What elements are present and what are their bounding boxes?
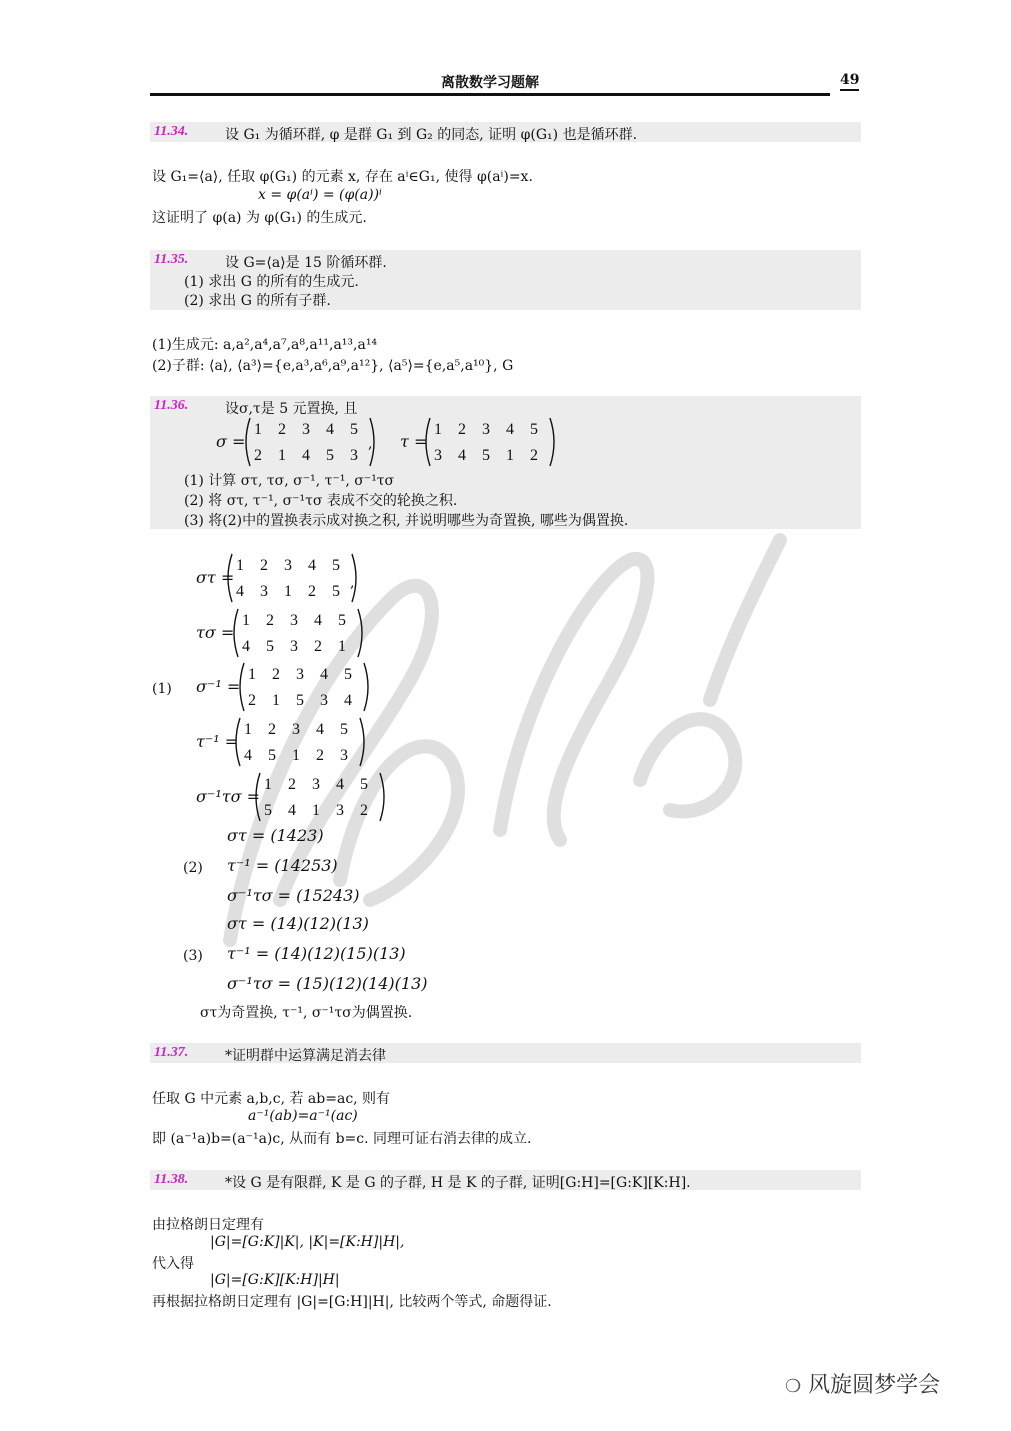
matrix-entry: 5: [338, 612, 346, 629]
page-number: 49: [840, 72, 859, 91]
matrix-entry: 1: [248, 666, 256, 683]
matrix-entry: 4: [236, 583, 244, 600]
left-paren: [426, 418, 430, 466]
question-11-37-box: [150, 1043, 861, 1063]
left-paren: [256, 773, 260, 821]
cycle-result: σ⁻¹τσ = (15243): [227, 886, 360, 905]
tau-sigma-matrix: [230, 607, 366, 663]
answer-equation: |G|=[G:K][K:H]|H|: [210, 1272, 340, 1288]
answer-line: (1)生成元: a,a²,a⁴,a⁷,a⁸,a¹¹,a¹³,a¹⁴: [152, 337, 378, 353]
matrix-svg: [232, 716, 368, 768]
matrix-entry: 4: [308, 557, 316, 574]
matrix-entry: 2: [254, 447, 262, 464]
result-lhs: τσ =: [196, 623, 235, 642]
cycle-result: τ⁻¹ = (14253): [227, 856, 338, 875]
matrix-entry: 1: [506, 447, 514, 464]
question-part: (3) 将(2)中的置换表示成对换之积, 并说明哪些为奇置换, 哪些为偶置换.: [184, 513, 629, 529]
answer-line: 这证明了 φ(a) 为 φ(G₁) 的生成元.: [152, 210, 367, 226]
answer-equation: |G|=[G:K]|K|, |K|=[K:H]|H|,: [210, 1234, 405, 1250]
matrix-entry: 5: [344, 666, 352, 683]
conclusion: στ为奇置换, τ⁻¹, σ⁻¹τσ为偶置换.: [200, 1005, 413, 1021]
matrix-entry: 4: [316, 721, 324, 738]
answer-line: (2)子群: ⟨a⟩, ⟨a³⟩={e,a³,a⁶,a⁹,a¹²}, ⟨a⁵⟩={e,a⁵,a¹⁰}, G: [152, 358, 514, 374]
transposition-result: στ = (14)(12)(13): [227, 914, 369, 933]
tau-matrix: [422, 416, 558, 472]
matrix-entry: 2: [308, 583, 316, 600]
matrix-entry: 5: [340, 721, 348, 738]
answer-line: 代入得: [152, 1256, 194, 1272]
wechat-logo: [785, 1368, 940, 1399]
matrix-entry: 2: [458, 421, 466, 438]
matrix-entry: 2: [260, 557, 268, 574]
matrix-entry: 3: [482, 421, 490, 438]
matrix-entry: 1: [278, 447, 286, 464]
question-number: 11.35.: [154, 252, 189, 267]
matrix-entry: 2: [266, 612, 274, 629]
question-11-35-box: [150, 250, 861, 310]
separator-comma: ,: [368, 436, 373, 452]
matrix-svg: [252, 771, 388, 823]
matrix-entry: 2: [248, 692, 256, 709]
matrix-entry: 1: [254, 421, 262, 438]
result-lhs: στ =: [196, 568, 235, 587]
sigma-inverse-matrix: [236, 661, 372, 717]
answer-line: 即 (a⁻¹a)b=(a⁻¹a)c, 从而有 b=c. 同理可证右消去律的成立.: [152, 1131, 532, 1147]
answer-line: 由拉格朗日定理有: [152, 1217, 264, 1233]
matrix-entry: 1: [264, 776, 272, 793]
answer-equation: x = φ(aⁱ) = (φ(a))ⁱ: [258, 187, 382, 203]
matrix-entry: 3: [296, 666, 304, 683]
matrix-entry: 4: [244, 747, 252, 764]
matrix-entry: 3: [320, 692, 328, 709]
question-number: 11.37.: [154, 1045, 189, 1060]
tau-label: τ =: [400, 432, 428, 451]
matrix-entry: 5: [360, 776, 368, 793]
matrix-entry: 4: [326, 421, 334, 438]
matrix-entry: 4: [458, 447, 466, 464]
separator-comma: ,: [350, 575, 355, 591]
question-part: (2) 求出 G 的所有子群.: [184, 293, 331, 309]
matrix-entry: 3: [302, 421, 310, 438]
matrix-svg: [236, 661, 372, 713]
matrix-entry: 2: [314, 638, 322, 655]
matrix-entry: 2: [272, 666, 280, 683]
part-label: (1): [152, 681, 172, 697]
left-paren: [234, 609, 238, 657]
tau-inverse-matrix: [232, 716, 368, 772]
question-part: (1) 求出 G 的所有的生成元.: [184, 274, 359, 290]
question-text: *证明群中运算满足消去律: [225, 1048, 386, 1064]
matrix-svg: [422, 416, 558, 468]
header-rule: [150, 93, 830, 96]
part-label: (3): [183, 948, 203, 964]
matrix-entry: 3: [340, 747, 348, 764]
matrix-entry: 1: [284, 583, 292, 600]
left-paren: [246, 418, 250, 466]
matrix-entry: 2: [288, 776, 296, 793]
matrix-entry: 4: [506, 421, 514, 438]
question-number: 11.34.: [154, 124, 189, 139]
matrix-entry: 4: [302, 447, 310, 464]
matrix-entry: 3: [260, 583, 268, 600]
matrix-entry: 5: [326, 447, 334, 464]
matrix-entry: 3: [292, 721, 300, 738]
matrix-entry: 1: [434, 421, 442, 438]
sigma-inv-tau-sigma-matrix: [252, 771, 388, 827]
question-number: 11.36.: [154, 398, 189, 413]
wechat-icon: ❍: [785, 1376, 802, 1397]
left-paren: [228, 554, 232, 602]
question-part: (2) 将 στ, τ⁻¹, σ⁻¹τσ 表成不交的轮换之积.: [184, 493, 458, 509]
question-11-34-box: [150, 122, 861, 142]
sigma-label: σ =: [216, 432, 246, 451]
matrix-entry: 5: [350, 421, 358, 438]
matrix-entry: 2: [530, 447, 538, 464]
matrix-entry: 3: [336, 802, 344, 819]
question-text: 设σ,τ是 5 元置换, 且: [225, 401, 358, 417]
matrix-entry: 2: [278, 421, 286, 438]
cycle-result: στ = (1423): [227, 826, 324, 845]
right-paren: [550, 418, 554, 466]
question-number: 11.38.: [154, 1172, 189, 1187]
matrix-entry: 3: [350, 447, 358, 464]
matrix-entry: 5: [530, 421, 538, 438]
transposition-result: σ⁻¹τσ = (15)(12)(14)(13): [227, 974, 428, 993]
right-paren: [358, 609, 362, 657]
right-paren: [364, 663, 368, 711]
matrix-entry: 3: [434, 447, 442, 464]
matrix-entry: 5: [264, 802, 272, 819]
matrix-entry: 4: [242, 638, 250, 655]
result-lhs: σ⁻¹ =: [196, 677, 241, 696]
question-11-38-box: [150, 1170, 861, 1190]
question-text: 设 G=⟨a⟩是 15 阶循环群.: [225, 255, 387, 271]
question-text: 设 G₁ 为循环群, φ 是群 G₁ 到 G₂ 的同态, 证明 φ(G₁) 也是循环群.: [225, 127, 638, 143]
matrix-entry: 5: [332, 557, 340, 574]
right-paren: [360, 718, 364, 766]
matrix-entry: 4: [314, 612, 322, 629]
matrix-entry: 4: [344, 692, 352, 709]
matrix-entry: 1: [312, 802, 320, 819]
result-lhs: τ⁻¹ =: [196, 732, 239, 751]
matrix-entry: 4: [320, 666, 328, 683]
matrix-entry: 3: [290, 612, 298, 629]
matrix-entry: 5: [268, 747, 276, 764]
matrix-entry: 5: [296, 692, 304, 709]
matrix-entry: 3: [312, 776, 320, 793]
question-part: (1) 计算 στ, τσ, σ⁻¹, τ⁻¹, σ⁻¹τσ: [184, 473, 395, 489]
matrix-entry: 4: [288, 802, 296, 819]
left-paren: [240, 663, 244, 711]
part-label: (2): [183, 860, 203, 876]
answer-line: 再根据拉格朗日定理有 |G|=[G:H]|H|, 比较两个等式, 命题得证.: [152, 1294, 552, 1310]
matrix-svg: [224, 552, 360, 604]
matrix-entry: 5: [266, 638, 274, 655]
matrix-entry: 1: [244, 721, 252, 738]
logo-text: 风旋圆梦学会: [808, 1373, 941, 1398]
answer-line: 设 G₁=⟨a⟩, 任取 φ(G₁) 的元素 x, 存在 aⁱ∈G₁, 使得 φ(aⁱ)=x.: [152, 169, 533, 185]
matrix-entry: 5: [482, 447, 490, 464]
matrix-entry: 2: [316, 747, 324, 764]
right-paren: [370, 418, 374, 466]
answer-line: 任取 G 中元素 a,b,c, 若 ab=ac, 则有: [152, 1091, 391, 1107]
sigma-tau-matrix: [224, 552, 360, 608]
matrix-entry: 3: [290, 638, 298, 655]
matrix-entry: 2: [360, 802, 368, 819]
matrix-entry: 1: [292, 747, 300, 764]
sigma-matrix: [242, 416, 378, 472]
answer-equation: a⁻¹(ab)=a⁻¹(ac): [248, 1108, 358, 1124]
result-lhs: σ⁻¹τσ =: [196, 787, 261, 806]
matrix-entry: 2: [268, 721, 276, 738]
matrix-entry: 3: [284, 557, 292, 574]
right-paren: [380, 773, 384, 821]
left-paren: [236, 718, 240, 766]
transposition-result: τ⁻¹ = (14)(12)(15)(13): [227, 944, 406, 963]
matrix-entry: 5: [332, 583, 340, 600]
matrix-entry: 1: [236, 557, 244, 574]
matrix-entry: 4: [336, 776, 344, 793]
matrix-svg: [242, 416, 378, 468]
running-header-title: 离散数学习题解: [441, 75, 539, 91]
question-text: *设 G 是有限群, K 是 G 的子群, H 是 K 的子群, 证明[G:H]=[G:K][K:H].: [225, 1175, 691, 1191]
matrix-entry: 1: [272, 692, 280, 709]
matrix-entry: 1: [242, 612, 250, 629]
matrix-svg: [230, 607, 366, 659]
matrix-entry: 1: [338, 638, 346, 655]
